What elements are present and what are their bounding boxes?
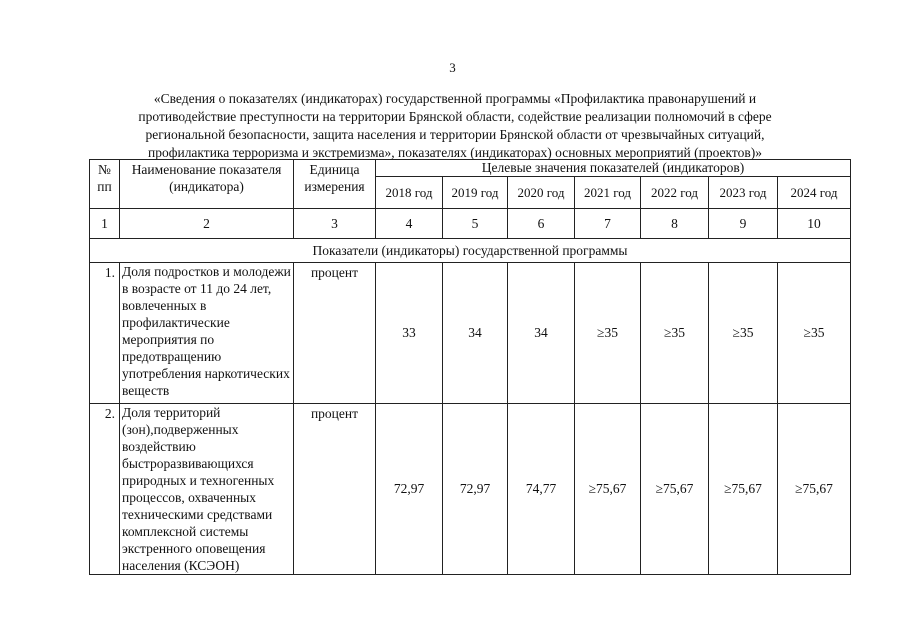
title-line: региональной безопасности, защита населения и территории Брянской области от чрезвычайных ситуаций,: [145, 127, 765, 142]
document-title: [100, 90, 810, 162]
index-row: [90, 209, 851, 239]
index-cell: 7: [575, 209, 641, 239]
row-unit: процент: [294, 404, 376, 575]
section-row: [90, 239, 851, 263]
header-name: Наименование показателя (индикатора): [120, 160, 294, 209]
row-value: 34: [508, 263, 575, 404]
row-value: ≥35: [575, 263, 641, 404]
header-year: 2021 год: [575, 177, 641, 209]
title-line: «Сведения о показателях (индикаторах) государственной программы «Профилактика правонарушений и: [153, 91, 757, 106]
header-year: 2020 год: [508, 177, 575, 209]
title-line: противодействие преступности на территории Брянской области, содействие реализации полномочий в сфере: [138, 109, 772, 124]
table-row: [90, 404, 851, 575]
index-cell: 5: [443, 209, 508, 239]
row-value: 34: [443, 263, 508, 404]
header-row: [90, 160, 851, 177]
header-year: 2024 год: [778, 177, 851, 209]
index-cell: 3: [294, 209, 376, 239]
header-year: 2019 год: [443, 177, 508, 209]
indicators-table: [89, 159, 851, 575]
index-cell: 10: [778, 209, 851, 239]
row-num: 1.: [90, 263, 120, 404]
row-value: ≥75,67: [641, 404, 709, 575]
index-cell: 6: [508, 209, 575, 239]
header-targets: Целевые значения показателей (индикаторов): [376, 160, 851, 177]
row-unit: процент: [294, 263, 376, 404]
row-num: 2.: [90, 404, 120, 575]
index-cell: 8: [641, 209, 709, 239]
title-line: профилактика терроризма и экстремизма», показателях (индикаторах) основных мероприятий (проектов)»: [148, 145, 762, 160]
section-title: Показатели (индикаторы) государственной программы: [90, 239, 851, 263]
header-num: № пп: [90, 160, 120, 209]
row-value: ≥35: [778, 263, 851, 404]
row-value: ≥35: [641, 263, 709, 404]
table-row: [90, 263, 851, 404]
header-year: 2022 год: [641, 177, 709, 209]
index-cell: 9: [709, 209, 778, 239]
index-cell: 2: [120, 209, 294, 239]
index-cell: 4: [376, 209, 443, 239]
row-value: ≥35: [709, 263, 778, 404]
row-value: ≥75,67: [778, 404, 851, 575]
header-unit: Единица измерения: [294, 160, 376, 209]
row-value: 72,97: [376, 404, 443, 575]
row-value: ≥75,67: [709, 404, 778, 575]
page-number: 3: [449, 60, 456, 75]
row-value: 33: [376, 263, 443, 404]
row-name: Доля территорий (зон),подверженных воздействию быстроразвивающихся природных и техногенных процессов, охваченных техническими средствами комплексной системы экстренного оповещения населения (КСЭОН): [120, 404, 294, 575]
row-value: ≥75,67: [575, 404, 641, 575]
header-year: 2023 год: [709, 177, 778, 209]
header-year: 2018 год: [376, 177, 443, 209]
row-value: 74,77: [508, 404, 575, 575]
row-value: 72,97: [443, 404, 508, 575]
row-name: Доля подростков и молодежи в возрасте от 11 до 24 лет, вовлеченных в профилактические мероприятия по предотвращению употребления наркотических веществ: [120, 263, 294, 404]
index-cell: 1: [90, 209, 120, 239]
